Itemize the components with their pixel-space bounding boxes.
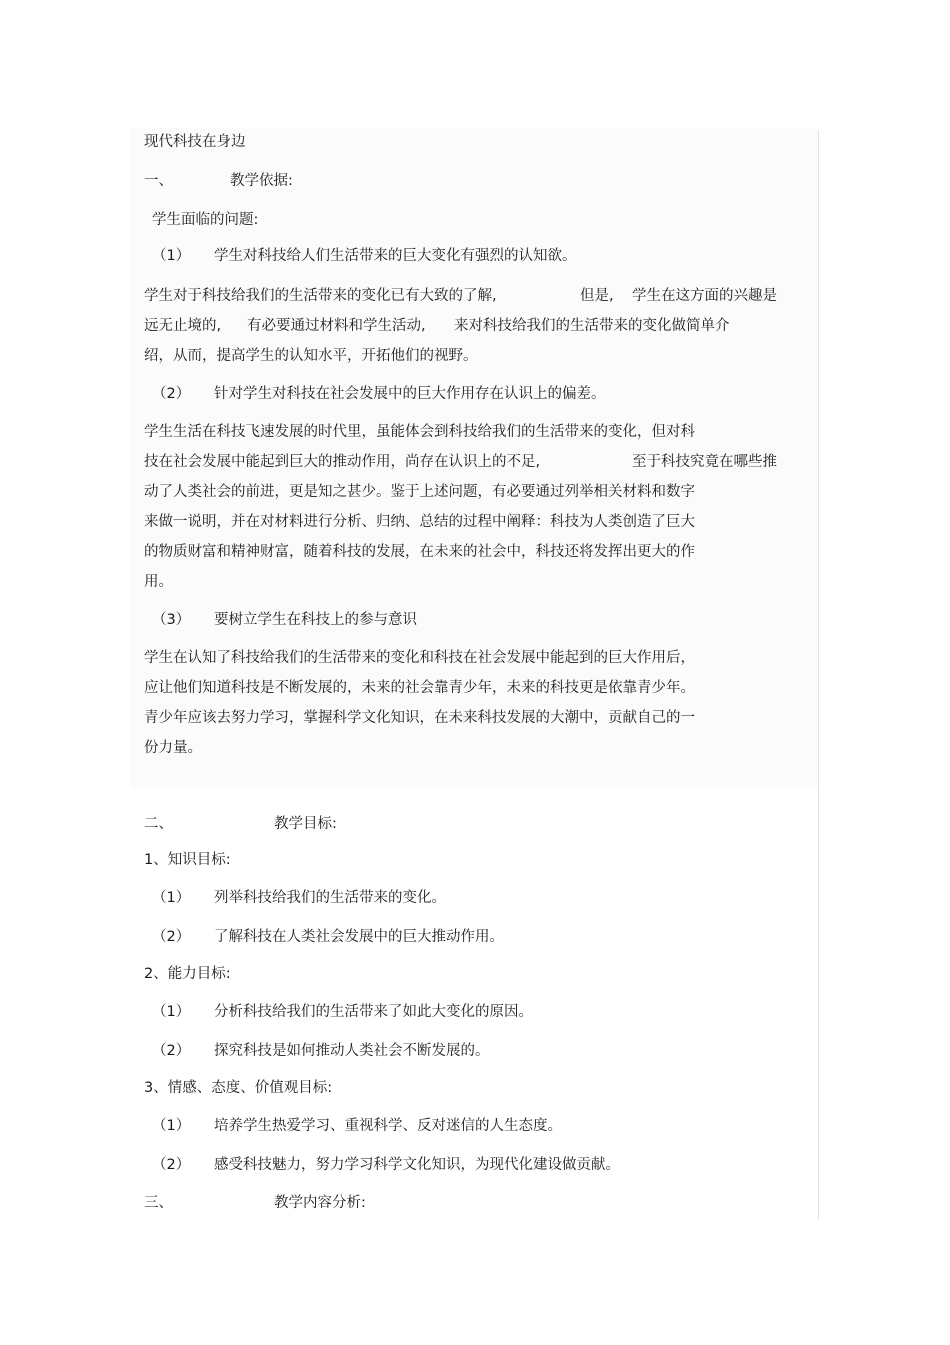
item-1-para-line: 远无止境的, (144, 318, 222, 334)
item-3-para-line: 学生在认知了科技给我们的生活带来的变化和科技在社会发展中能起到的巨大作用后， (144, 650, 695, 666)
goal-marker: （1） (152, 890, 191, 906)
goal-text: 感受科技魅力，努力学习科学文化知识，为现代化建设做贡献。 (214, 1157, 620, 1173)
goal-marker: （2） (152, 1043, 191, 1059)
ability-goals-heading: 2、能力目标: (144, 966, 231, 982)
item-3-text: 要树立学生在科技上的参与意识 (214, 612, 417, 628)
item-2-para-line: 用。 (144, 574, 173, 590)
goal-text: 培养学生热爱学习、重视科学、反对迷信的人生态度。 (214, 1118, 562, 1134)
knowledge-goals-heading: 1、知识目标: (144, 852, 231, 868)
values-goals-heading: 3、情感、态度、价值观目标: (144, 1080, 333, 1096)
section-3-marker: 三、 (144, 1195, 173, 1211)
item-1-para-line: 学生在这方面的兴趣是 (632, 288, 777, 304)
goal-marker: （2） (152, 1157, 191, 1173)
item-1-para-line: 来对科技给我们的生活带来的变化做简单介 (454, 318, 730, 334)
item-3-marker: （3） (152, 612, 191, 628)
item-1-para-line: 有必要通过材料和学生活动, (247, 318, 426, 334)
goal-marker: （2） (152, 929, 191, 945)
goal-marker: （1） (152, 1118, 191, 1134)
item-2-para-line: 技在社会发展中能起到巨大的推动作用，尚存在认识上的不足, (144, 454, 541, 470)
goal-text: 探究科技是如何推动人类社会不断发展的。 (214, 1043, 490, 1059)
item-2-para-line: 动了人类社会的前进，更是知之甚少。鉴于上述问题，有必要通过列举相关材料和数字 (144, 484, 695, 500)
item-1-marker: （1） (152, 248, 191, 264)
section-2-marker: 二、 (144, 816, 173, 832)
item-2-para-line: 的物质财富和精神财富，随着科技的发展，在未来的社会中，科技还将发挥出更大的作 (144, 544, 695, 560)
item-1-para-line: 绍，从而，提高学生的认知水平，开拓他们的视野。 (144, 348, 478, 364)
item-1-para-line: 学生对于科技给我们的生活带来的变化已有大致的了解, (144, 288, 497, 304)
goal-text: 了解科技在人类社会发展中的巨大推动作用。 (214, 929, 504, 945)
item-1-text: 学生对科技给人们生活带来的巨大变化有强烈的认知欲。 (214, 248, 577, 264)
item-3-para-line: 青少年应该去努力学习，掌握科学文化知识，在未来科技发展的大潮中，贡献自己的一 (144, 710, 695, 726)
item-2-para-line: 学生生活在科技飞速发展的时代里，虽能体会到科技给我们的生活带来的变化，但对科 (144, 424, 695, 440)
section-2-heading: 教学目标: (274, 816, 337, 832)
problems-heading: 学生面临的问题: (152, 212, 259, 228)
item-2-para-line: 来做一说明，并在对材料进行分析、归纳、总结的过程中阐释：科技为人类创造了巨大 (144, 514, 695, 530)
item-3-para-line: 份力量。 (144, 740, 202, 756)
document-title: 现代科技在身边 (144, 134, 246, 150)
goal-marker: （1） (152, 1004, 191, 1020)
item-2-para-line: 至于科技究竟在哪些推 (632, 454, 777, 470)
section-1-marker: 一、 (144, 173, 173, 189)
goal-text: 分析科技给我们的生活带来了如此大变化的原因。 (214, 1004, 533, 1020)
goal-text: 列举科技给我们的生活带来的变化。 (214, 890, 446, 906)
right-margin-line (818, 130, 819, 1220)
section-3-heading: 教学内容分析: (274, 1195, 366, 1211)
item-3-para-line: 应让他们知道科技是不断发展的，未来的社会靠青少年，未来的科技更是依靠青少年。 (144, 680, 695, 696)
section-1-heading: 教学依据: (230, 173, 293, 189)
item-2-text: 针对学生对科技在社会发展中的巨大作用存在认识上的偏差。 (214, 386, 606, 402)
item-1-para-line: 但是, (580, 288, 614, 304)
item-2-marker: （2） (152, 386, 191, 402)
